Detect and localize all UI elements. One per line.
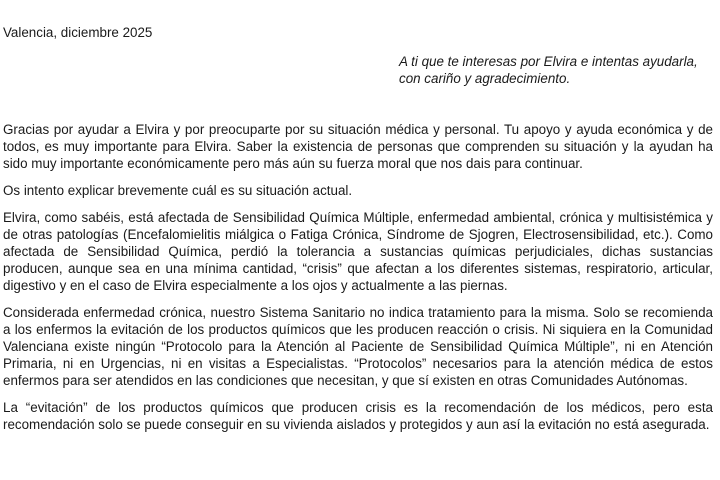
paragraph-health-system: Considerada enfermedad crónica, nuestro Sistema Sanitario no indica tratamiento para la misma. Solo se recomienda a los enfermos la evitación de los productos químicos que les producen reacción o crisis. Ni siquiera en la Comunidad Valenciana existe ningún “Protocolo para la Atención al Paciente de Sensibilidad Química Múltiple”, ni en Atención Primaria, ni en Urgencias, ni en visitas a Especialistas. “Protocolos” necesarios para la atención médica de estos enfermos para ser atendidos en las condiciones que necesitan, y que sí existen en otras Comunidades Autónomas. bbox=[3, 305, 713, 388]
dedication-line: con cariño y agradecimiento. bbox=[399, 71, 571, 86]
dedication-line: A ti que te interesas por Elvira e intentas ayudarla, bbox=[399, 54, 698, 69]
paragraph-avoidance: La “evitación” de los productos químicos que producen crisis es la recomendación de los médicos, pero esta recomendación solo se puede conseguir en su vivienda aislados y protegidos y aun así la evitación no está asegurada. bbox=[3, 400, 713, 432]
letter-date: Valencia, diciembre 2025 bbox=[3, 25, 153, 40]
paragraph-condition: Elvira, como sabéis, está afectada de Sensibilidad Química Múltiple, enfermedad ambiental, crónica y multisistémica y de otras patologías (Encefalomielitis miálgica o Fatiga Crónica, Síndrome de Sjogren, Electrosensibilidad, etc.). Como afectada de Sensibilidad Química, perdió la tolerancia a sustancias químicas perjudiciales, dichas sustancias producen, aunque sea en una mínima cantidad, “crisis” que afectan a los diferentes sistemas, respiratorio, articular, digestivo y en el caso de Elvira especialmente a los ojos y actualmente a las piernas. bbox=[3, 210, 713, 293]
paragraph-gratitude: Gracias por ayudar a Elvira y por preocuparte por su situación médica y personal. Tu apoyo y ayuda económica y de todos, es muy importante para Elvira. Saber la existencia de personas que comprenden su situación y la ayudan ha sido muy importante económicamente pero más aún su fuerza moral que nos dais para continuar. bbox=[3, 122, 713, 171]
letter-body bbox=[3, 121, 713, 443]
paragraph-intro: Os intento explicar brevemente cuál es su situación actual. bbox=[3, 183, 353, 198]
letter-dedication bbox=[399, 53, 698, 87]
